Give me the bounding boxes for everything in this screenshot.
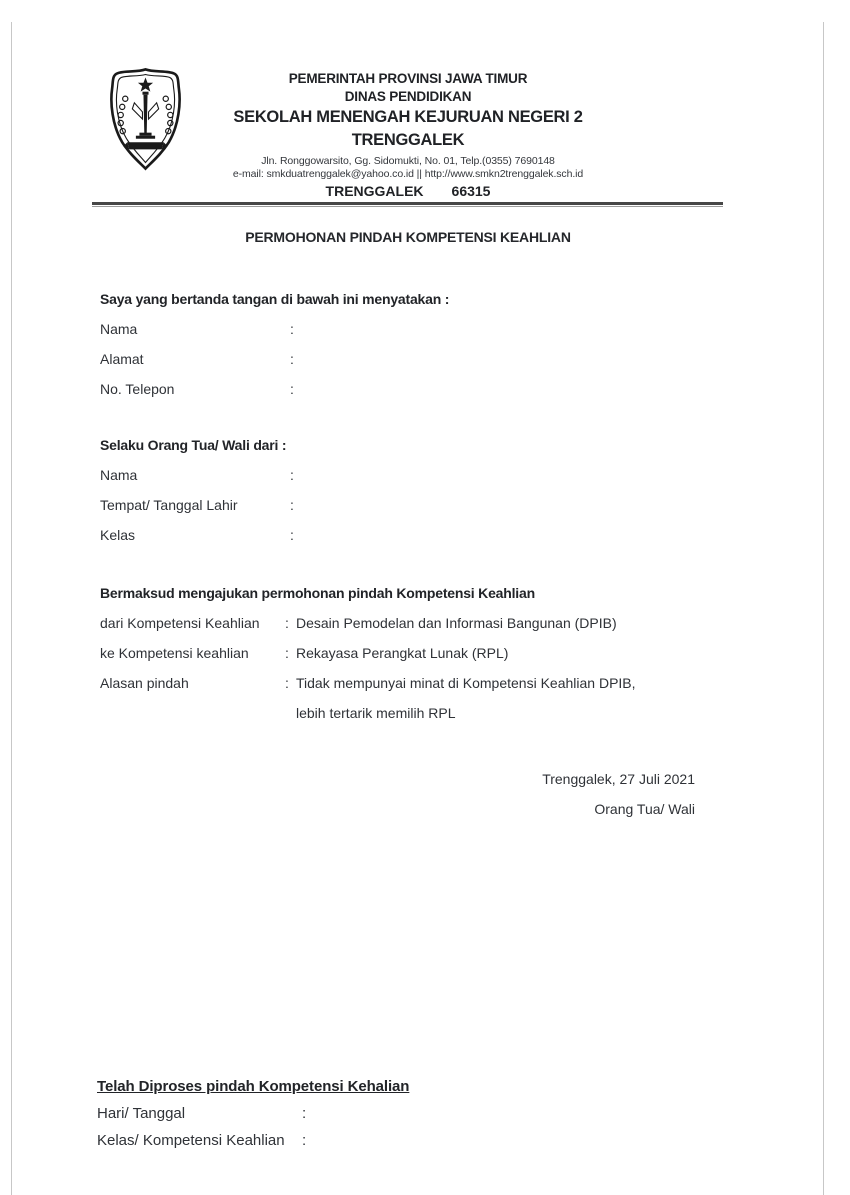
signature-role: Orang Tua/ Wali <box>594 801 695 817</box>
field-colon: : <box>302 1105 307 1122</box>
section-declarant-heading: Saya yang bertanda tangan di bawah ini menyatakan : <box>100 291 450 307</box>
city-name: TRENGGALEK <box>325 183 424 199</box>
field-row-telepon <box>100 374 730 404</box>
field-colon: : <box>302 1132 307 1149</box>
school-name-line2: TRENGGALEK <box>351 131 465 149</box>
field-value: Desain Pemodelan dan Informasi Bangunan (DPIB) <box>296 615 617 631</box>
field-colon: : <box>290 321 294 337</box>
field-colon: : <box>290 527 294 543</box>
field-label: ke Kompetensi keahlian <box>100 645 249 661</box>
section-transfer-heading: Bermaksud mengajukan permohonan pindah Kompetensi Keahlian <box>100 585 535 601</box>
field-label: Alamat <box>100 351 144 367</box>
field-value: Rekayasa Perangkat Lunak (RPL) <box>296 645 509 661</box>
field-label: Hari/ Tanggal <box>97 1105 186 1122</box>
postal-code: 66315 <box>451 183 491 199</box>
page-right-edge <box>823 22 824 1195</box>
department-name: DINAS PENDIDIKAN <box>344 89 472 104</box>
field-row-reason-continuation <box>100 698 730 728</box>
section-guardian <box>100 430 730 550</box>
field-row-from <box>100 608 730 638</box>
letterhead <box>93 70 723 200</box>
field-row-kelas <box>100 520 730 550</box>
field-row-alamat <box>100 344 730 374</box>
field-label: Kelas <box>100 527 136 543</box>
field-colon: : <box>290 467 294 483</box>
section-declarant <box>100 284 730 404</box>
field-colon: : <box>285 615 289 631</box>
field-row-class-competency <box>97 1127 737 1154</box>
field-row-nama <box>100 314 730 344</box>
field-row-reason <box>100 668 730 698</box>
field-label: Tempat/ Tanggal Lahir <box>100 497 238 513</box>
section-processing <box>97 1073 737 1154</box>
field-row-day-date <box>97 1100 737 1127</box>
field-colon: : <box>285 675 289 691</box>
letterhead-divider <box>92 202 723 207</box>
field-label: No. Telepon <box>100 381 175 397</box>
field-colon: : <box>290 351 294 367</box>
field-row-to <box>100 638 730 668</box>
city-postal-line <box>93 183 723 200</box>
field-label <box>100 698 285 728</box>
field-row-ttl <box>100 490 730 520</box>
school-contact: e-mail: smkduatrenggalek@yahoo.co.id || http://www.smkn2trenggalek.sch.id <box>232 168 584 180</box>
divider-thick-line <box>92 202 723 205</box>
field-label: Nama <box>100 467 138 483</box>
school-name-line1: SEKOLAH MENENGAH KEJURUAN NEGERI 2 <box>233 108 583 126</box>
section-transfer-request <box>100 578 730 728</box>
document-title: PERMOHONAN PINDAH KOMPETENSI KEAHLIAN <box>245 229 571 245</box>
government-name: PEMERINTAH PROVINSI JAWA TIMUR <box>288 71 528 86</box>
school-address: Jln. Ronggowarsito, Gg. Sidomukti, No. 01, Telp.(0355) 7690148 <box>261 155 555 167</box>
field-value: lebih tertarik memilih RPL <box>296 705 456 721</box>
field-row-nama <box>100 460 730 490</box>
field-label: dari Kompetensi Keahlian <box>100 615 260 631</box>
field-value: Tidak mempunyai minat di Kompetensi Keahlian DPIB, <box>296 675 636 691</box>
field-label: Kelas/ Kompetensi Keahlian <box>97 1132 285 1149</box>
divider-thin-line <box>92 206 723 207</box>
page-left-edge <box>11 22 12 1195</box>
section-guardian-heading: Selaku Orang Tua/ Wali dari : <box>100 437 287 453</box>
field-colon: : <box>285 645 289 661</box>
field-label: Nama <box>100 321 138 337</box>
field-colon: : <box>290 497 294 513</box>
signature-place-date: Trenggalek, 27 Juli 2021 <box>542 771 695 787</box>
signature-block <box>93 764 695 824</box>
field-label: Alasan pindah <box>100 675 189 691</box>
field-colon: : <box>290 381 294 397</box>
processing-heading: Telah Diproses pindah Kompetensi Kehalian <box>97 1078 410 1095</box>
